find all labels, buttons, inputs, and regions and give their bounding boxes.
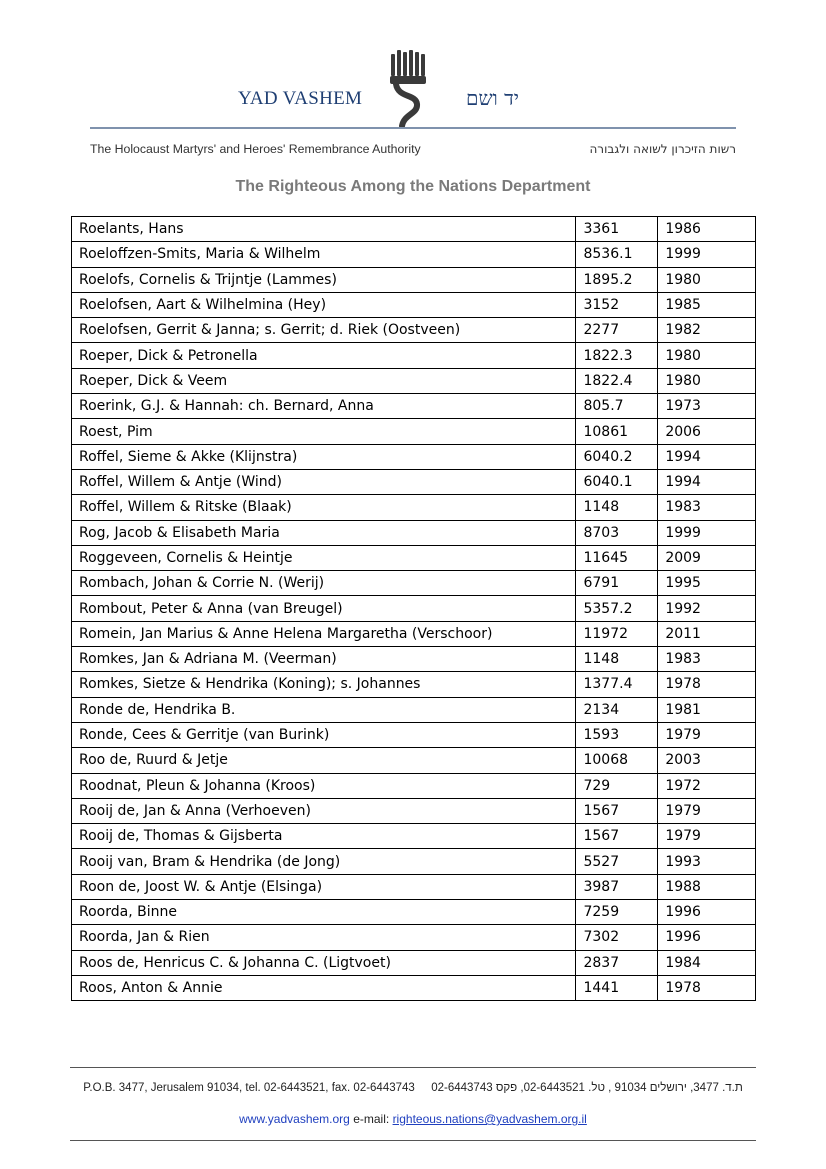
record-name: Rombach, Johan & Corrie N. (Werij) (72, 571, 576, 596)
record-year: 1980 (658, 343, 756, 368)
record-year: 1996 (658, 900, 756, 925)
table-row (72, 647, 756, 672)
record-file-number: 8703 (576, 520, 658, 545)
record-name: Rog, Jacob & Elisabeth Maria (72, 520, 576, 545)
record-year: 1994 (658, 444, 756, 469)
record-file-number: 1148 (576, 647, 658, 672)
brand-name-english: YAD VASHEM (238, 88, 363, 109)
record-file-number: 6040.2 (576, 444, 658, 469)
record-file-number: 1895.2 (576, 267, 658, 292)
record-year: 1999 (658, 242, 756, 267)
table-row (72, 900, 756, 925)
record-year: 1994 (658, 469, 756, 494)
record-year: 1979 (658, 824, 756, 849)
record-name: Roffel, Willem & Antje (Wind) (72, 469, 576, 494)
record-year: 1982 (658, 318, 756, 343)
record-year: 2009 (658, 545, 756, 570)
record-year: 1979 (658, 722, 756, 747)
table-row (72, 267, 756, 292)
record-name: Roodnat, Pleun & Johanna (Kroos) (72, 773, 576, 798)
record-file-number: 6791 (576, 571, 658, 596)
letterhead (0, 0, 826, 170)
record-file-number: 729 (576, 773, 658, 798)
authority-hebrew: רשות הזיכרון לשואה ולגבורה (589, 142, 736, 156)
record-name: Roerink, G.J. & Hannah: ch. Bernard, Anna (72, 394, 576, 419)
record-year: 1972 (658, 773, 756, 798)
record-name: Roon de, Joost W. & Antje (Elsinga) (72, 874, 576, 899)
authority-english: The Holocaust Martyrs' and Heroes' Remembrance Authority (90, 142, 421, 156)
record-name: Roeper, Dick & Petronella (72, 343, 576, 368)
record-file-number: 2277 (576, 318, 658, 343)
record-name: Roffel, Sieme & Akke (Klijnstra) (72, 444, 576, 469)
table-row (72, 950, 756, 975)
record-file-number: 1822.4 (576, 368, 658, 393)
record-name: Rooij van, Bram & Hendrika (de Jong) (72, 849, 576, 874)
table-row (72, 773, 756, 798)
righteous-records-table (71, 216, 756, 1001)
record-name: Romein, Jan Marius & Anne Helena Margaretha (Verschoor) (72, 621, 576, 646)
record-file-number: 10068 (576, 748, 658, 773)
table-row (72, 343, 756, 368)
record-file-number: 10861 (576, 419, 658, 444)
record-file-number: 7302 (576, 925, 658, 950)
record-file-number: 6040.1 (576, 469, 658, 494)
record-file-number: 1567 (576, 824, 658, 849)
record-file-number: 1441 (576, 975, 658, 1000)
record-file-number: 1822.3 (576, 343, 658, 368)
record-year: 1981 (658, 697, 756, 722)
record-year: 1979 (658, 798, 756, 823)
header-divider (90, 127, 736, 129)
table-row (72, 798, 756, 823)
table-row (72, 469, 756, 494)
record-year: 1992 (658, 596, 756, 621)
record-name: Roggeveen, Cornelis & Heintje (72, 545, 576, 570)
footer-divider-top (70, 1067, 756, 1068)
table-row (72, 394, 756, 419)
record-year: 1973 (658, 394, 756, 419)
record-name: Rooij de, Thomas & Gijsberta (72, 824, 576, 849)
table-row (72, 925, 756, 950)
record-name: Roest, Pim (72, 419, 576, 444)
record-file-number: 3361 (576, 217, 658, 242)
record-name: Roorda, Jan & Rien (72, 925, 576, 950)
record-file-number: 8536.1 (576, 242, 658, 267)
record-year: 1985 (658, 292, 756, 317)
record-file-number: 2837 (576, 950, 658, 975)
record-file-number: 1377.4 (576, 672, 658, 697)
records-body (72, 217, 756, 1001)
record-name: Roeper, Dick & Veem (72, 368, 576, 393)
record-year: 1984 (658, 950, 756, 975)
record-name: Romkes, Sietze & Hendrika (Koning); s. Johannes (72, 672, 576, 697)
website-link[interactable]: www.yadvashem.org (239, 1112, 350, 1126)
record-year: 1999 (658, 520, 756, 545)
record-name: Rombout, Peter & Anna (van Breugel) (72, 596, 576, 621)
address-hebrew: ת.ד. 3477, ירושלים 91034 , טל. 02-6443521, פקס 02-6443743 (431, 1082, 743, 1094)
record-file-number: 5357.2 (576, 596, 658, 621)
footer-divider-bottom (70, 1140, 756, 1141)
record-name: Roelofsen, Aart & Wilhelmina (Hey) (72, 292, 576, 317)
brand-name-hebrew: יד ושם (466, 86, 519, 110)
contact-line (0, 1112, 826, 1126)
table-row (72, 697, 756, 722)
record-year: 2011 (658, 621, 756, 646)
record-year: 1993 (658, 849, 756, 874)
record-name: Roeloffzen-Smits, Maria & Wilhelm (72, 242, 576, 267)
record-name: Roos, Anton & Annie (72, 975, 576, 1000)
record-year: 1996 (658, 925, 756, 950)
record-file-number: 1148 (576, 495, 658, 520)
record-name: Romkes, Jan & Adriana M. (Veerman) (72, 647, 576, 672)
table-row (72, 520, 756, 545)
table-row (72, 874, 756, 899)
record-file-number: 3152 (576, 292, 658, 317)
record-name: Ronde de, Hendrika B. (72, 697, 576, 722)
table-row (72, 596, 756, 621)
record-file-number: 1593 (576, 722, 658, 747)
record-year: 1983 (658, 495, 756, 520)
table-row (72, 849, 756, 874)
record-name: Rooij de, Jan & Anna (Verhoeven) (72, 798, 576, 823)
record-name: Roo de, Ruurd & Jetje (72, 748, 576, 773)
table-row (72, 748, 756, 773)
record-year: 1978 (658, 672, 756, 697)
table-row (72, 368, 756, 393)
record-year: 1988 (658, 874, 756, 899)
table-row (72, 672, 756, 697)
record-year: 2003 (658, 748, 756, 773)
record-name: Roelofsen, Gerrit & Janna; s. Gerrit; d. Riek (Oostveen) (72, 318, 576, 343)
table-row (72, 571, 756, 596)
record-file-number: 1567 (576, 798, 658, 823)
record-file-number: 7259 (576, 900, 658, 925)
record-year: 1986 (658, 217, 756, 242)
department-title: The Righteous Among the Nations Department (235, 178, 591, 195)
email-link[interactable]: righteous.nations@yadvashem.org.il (392, 1112, 587, 1126)
record-year: 1983 (658, 647, 756, 672)
record-name: Roos de, Henricus C. & Johanna C. (Ligtvoet) (72, 950, 576, 975)
table-row (72, 217, 756, 242)
table-row (72, 545, 756, 570)
record-year: 1980 (658, 368, 756, 393)
authority-line (90, 142, 736, 156)
record-file-number: 5527 (576, 849, 658, 874)
table-row (72, 318, 756, 343)
record-year: 2006 (658, 419, 756, 444)
record-name: Roorda, Binne (72, 900, 576, 925)
table-row (72, 292, 756, 317)
email-label: e-mail: (353, 1112, 390, 1126)
record-file-number: 3987 (576, 874, 658, 899)
record-file-number: 805.7 (576, 394, 658, 419)
record-name: Roelants, Hans (72, 217, 576, 242)
record-file-number: 11972 (576, 621, 658, 646)
record-file-number: 2134 (576, 697, 658, 722)
record-name: Roelofs, Cornelis & Trijntje (Lammes) (72, 267, 576, 292)
table-row (72, 975, 756, 1000)
table-row (72, 495, 756, 520)
table-row (72, 419, 756, 444)
record-year: 1980 (658, 267, 756, 292)
record-file-number: 11645 (576, 545, 658, 570)
postal-address (0, 1082, 826, 1094)
table-row (72, 621, 756, 646)
record-name: Ronde, Cees & Gerritje (van Burink) (72, 722, 576, 747)
record-name: Roffel, Willem & Ritske (Blaak) (72, 495, 576, 520)
table-row (72, 242, 756, 267)
yad-vashem-logo-icon (386, 50, 432, 130)
address-english: P.O.B. 3477, Jerusalem 91034, tel. 02-6443521, fax. 02-6443743 (83, 1082, 415, 1094)
record-year: 1995 (658, 571, 756, 596)
table-row (72, 824, 756, 849)
table-row (72, 444, 756, 469)
table-row (72, 722, 756, 747)
record-year: 1978 (658, 975, 756, 1000)
